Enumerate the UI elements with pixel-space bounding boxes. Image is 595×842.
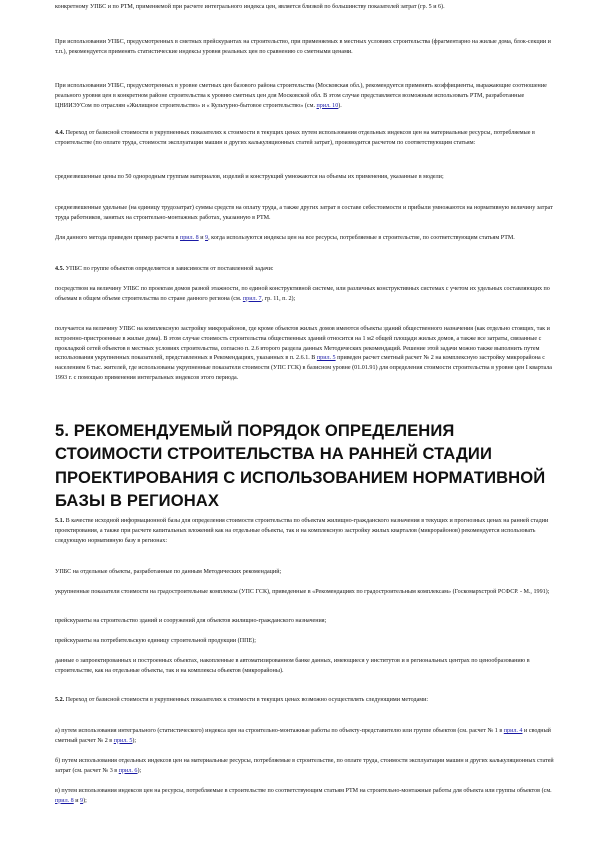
paragraph: 5.2. Переход от базисной стоимости в укрупненных показателях к стоимости в текущих ценах возможно осуществлять следующими методами: bbox=[55, 697, 429, 703]
paragraph: посредством на величину УПБС по проектам домов разной этажности, по единой конструктивной системе, или различных конструктивных системах с учетом их удельных составляющих по объемам в общем объеме строительства по стране данного региона (см. прил. 7, гр. 11, п. 2); bbox=[55, 286, 550, 302]
paragraph: 4.5. УПБС по группе объектов определяется в зависимости от поставленной задачи: bbox=[55, 266, 274, 272]
paragraph: прейскуранты на строительство зданий и сооружений для объектов жилищно-гражданского назначения; bbox=[55, 618, 327, 624]
link-appendix-5[interactable]: прил. 5 bbox=[316, 355, 336, 362]
paragraph: 4.4. Переход от базисной стоимости в укрупненных показателях к стоимости в текущих ценах путем использования отдельных индексов цен на материальные ресурсы, потребляемые в строительстве (по оплате труда, стоимости эксплуатации машин и других калькуляционных статей затрат), производится расчетом по соответствующим статьям: bbox=[55, 130, 535, 146]
paragraph: среднезвешенные удельные (на единицу трудозатрат) суммы средств на оплату труда, а также других затрат в составе себестоимости и прибыли умножаются на нормативную величину затрат труда работников, занятых на строительно-монтажных работах, указанную в РТМ. bbox=[55, 205, 553, 221]
link-appendix-7[interactable]: прил. 7 bbox=[242, 295, 262, 302]
paragraph: а) путем использования интегрального (статистического) индекса цен на строительно-монтажные работы по объекту-представителю или группе объектов (см. расчет № 1 в прил. 4 и сводный сметный расчет № 2 в прил. 5); bbox=[55, 728, 551, 744]
link-appendix-8[interactable]: прил. 8 bbox=[55, 797, 74, 804]
link-appendix-9[interactable]: 9 bbox=[205, 235, 209, 241]
paragraph: Для данного метода приведен пример расчета в прил. 8 и 9, когда используются индексы цен на все ресурсы, потребляемые в строительстве, по соответствующим статьям РТМ. bbox=[55, 235, 515, 241]
link-appendix-9[interactable]: 9 bbox=[80, 797, 84, 804]
paragraph: прейскуранты на потребительскую единицу строительной продукции (ППЕ); bbox=[55, 638, 256, 644]
paragraph: При использовании УПБС, предусмотренных в уровне сметных цен базового района строительства (Московская обл.), рекомендуется применять коэффициенты, выражающие соотношение реального уровня цен в конкретном районе строительства к уровню сметных цен для Московской обл. В этом случае представляется возможным использовать РТМ, разработанные ЦНИИЭУСом по отраслям «Жилищное строительство» и « Культурно-бытовое строительство» (см. прил. 10). bbox=[55, 83, 547, 109]
paragraph: в) путем использования индексов цен на ресурсы, потребляемые в строительстве по соответствующим статьям РТМ на строительно-монтажные работы для объекта или группы объектов (см. прил. 8 и 9); bbox=[55, 788, 552, 804]
link-appendix-8[interactable]: прил. 8 bbox=[179, 235, 199, 241]
link-appendix-6[interactable]: прил. 6 bbox=[118, 767, 138, 774]
link-appendix-10[interactable]: прил. 10 bbox=[316, 102, 339, 109]
paragraph: При использовании УПБС, предусмотренных в сметных прейскурантах на строительство, при применяемых в местных условиях строительства (фрагментарно на жилые дома, блок-секции и т.п.), рекомендуется применять статистические индексы уровня реальных цен по сравнению со сметными ценами. bbox=[55, 39, 551, 55]
paragraph: конкретному УПБС и по РТМ, применяемой при расчете интегрального индекса цен, является близкой по большинству показателей затрат (гр. 5 и 6). bbox=[55, 4, 445, 10]
section-heading: 5. РЕКОМЕНДУЕМЫЙ ПОРЯДОК ОПРЕДЕЛЕНИЯ СТОИМОСТИ СТРОИТЕЛЬСТВА НА РАННЕЙ СТАДИИ ПРОЕКТИРОВАНИЯ С ИСПОЛЬЗОВАНИЕМ НОРМАТИВНОЙ БАЗЫ В РЕГИОНАХ bbox=[55, 421, 546, 511]
paragraph: укрупненные показатели стоимости на градостроительные комплексы (УПС ГСК), приведенные в «Рекомендациях по градостроительным комплексам» (Госкомархстрой РСФСР. - М., 1991); bbox=[55, 589, 550, 595]
paragraph: среднезвешенные цены по 50 однородным группам материалов, изделий и конструкций умножаются на объемы их применения, указанные в модели; bbox=[55, 174, 444, 180]
paragraph: б) путем использования отдельных индексов цен на материальные ресурсы, потребляемые в строительстве, по оплате труда, стоимости эксплуатации машин и других калькуляционных статей затрат (см. расчет № 3 в прил. 6); bbox=[55, 758, 554, 774]
paragraph: получается на величину УПБС на комплексную застройку микрорайонов, где кроме объектов жилых домов имеются объекты зданий общественного назначения (как отдельно стоящих, так и встроенно-пристроенные в жилые дома). В этом случае стоимость строительства общественных зданий относится на 1 м2 общей площади жилых домов, а также все затраты, связанные с прокладкой сетей объектов в местных условиях строительства, согласно п. 2.6 второго раздела данных Методических рекомендаций. Решение этой задачи можно также выполнить путем использования укрупненных показателей, представленных в Рекомендациях, указанных в п. 2.6.1. В прил. 5 приведен расчет сметный расчет № 2 на комплексную застройку микрорайона с населением 6 тыс. жителей, где использованы укрупненные показатели стоимости (УПС ГСК) в базисном уровне (01.01.91) для определения стоимости строительства в уровне цен I квартала 1993 г. с помощью применения интегральных индексов этого периода. bbox=[55, 326, 552, 381]
paragraph: данные о запроектированных и построенных объектах, накопленные в автоматизированном банке данных, имеющиеся у институтов и в региональных центрах по ценообразованию в строительстве, как на отдельные объекты, так и на комплексы объектов (микрорайоны). bbox=[55, 658, 530, 674]
paragraph: УПБС на отдельные объекты, разработанные по данным Методических рекомендаций; bbox=[55, 569, 282, 575]
link-appendix-5[interactable]: прил. 5 bbox=[113, 737, 133, 744]
paragraph: 5.1. В качестве исходной информационной базы для определения стоимости строительства по объектам жилищно-гражданского назначения в текущих и прогнозных ценах на ранней стадии проектирования, а также при расчете капитальных вложений как на отдельные объекты, так и на комплексную застройку жилых кварталов (микрорайонов) рекомендуется использовать следующую нормативную базу в регионах: bbox=[55, 518, 549, 544]
link-appendix-4[interactable]: прил. 4 bbox=[503, 728, 523, 734]
